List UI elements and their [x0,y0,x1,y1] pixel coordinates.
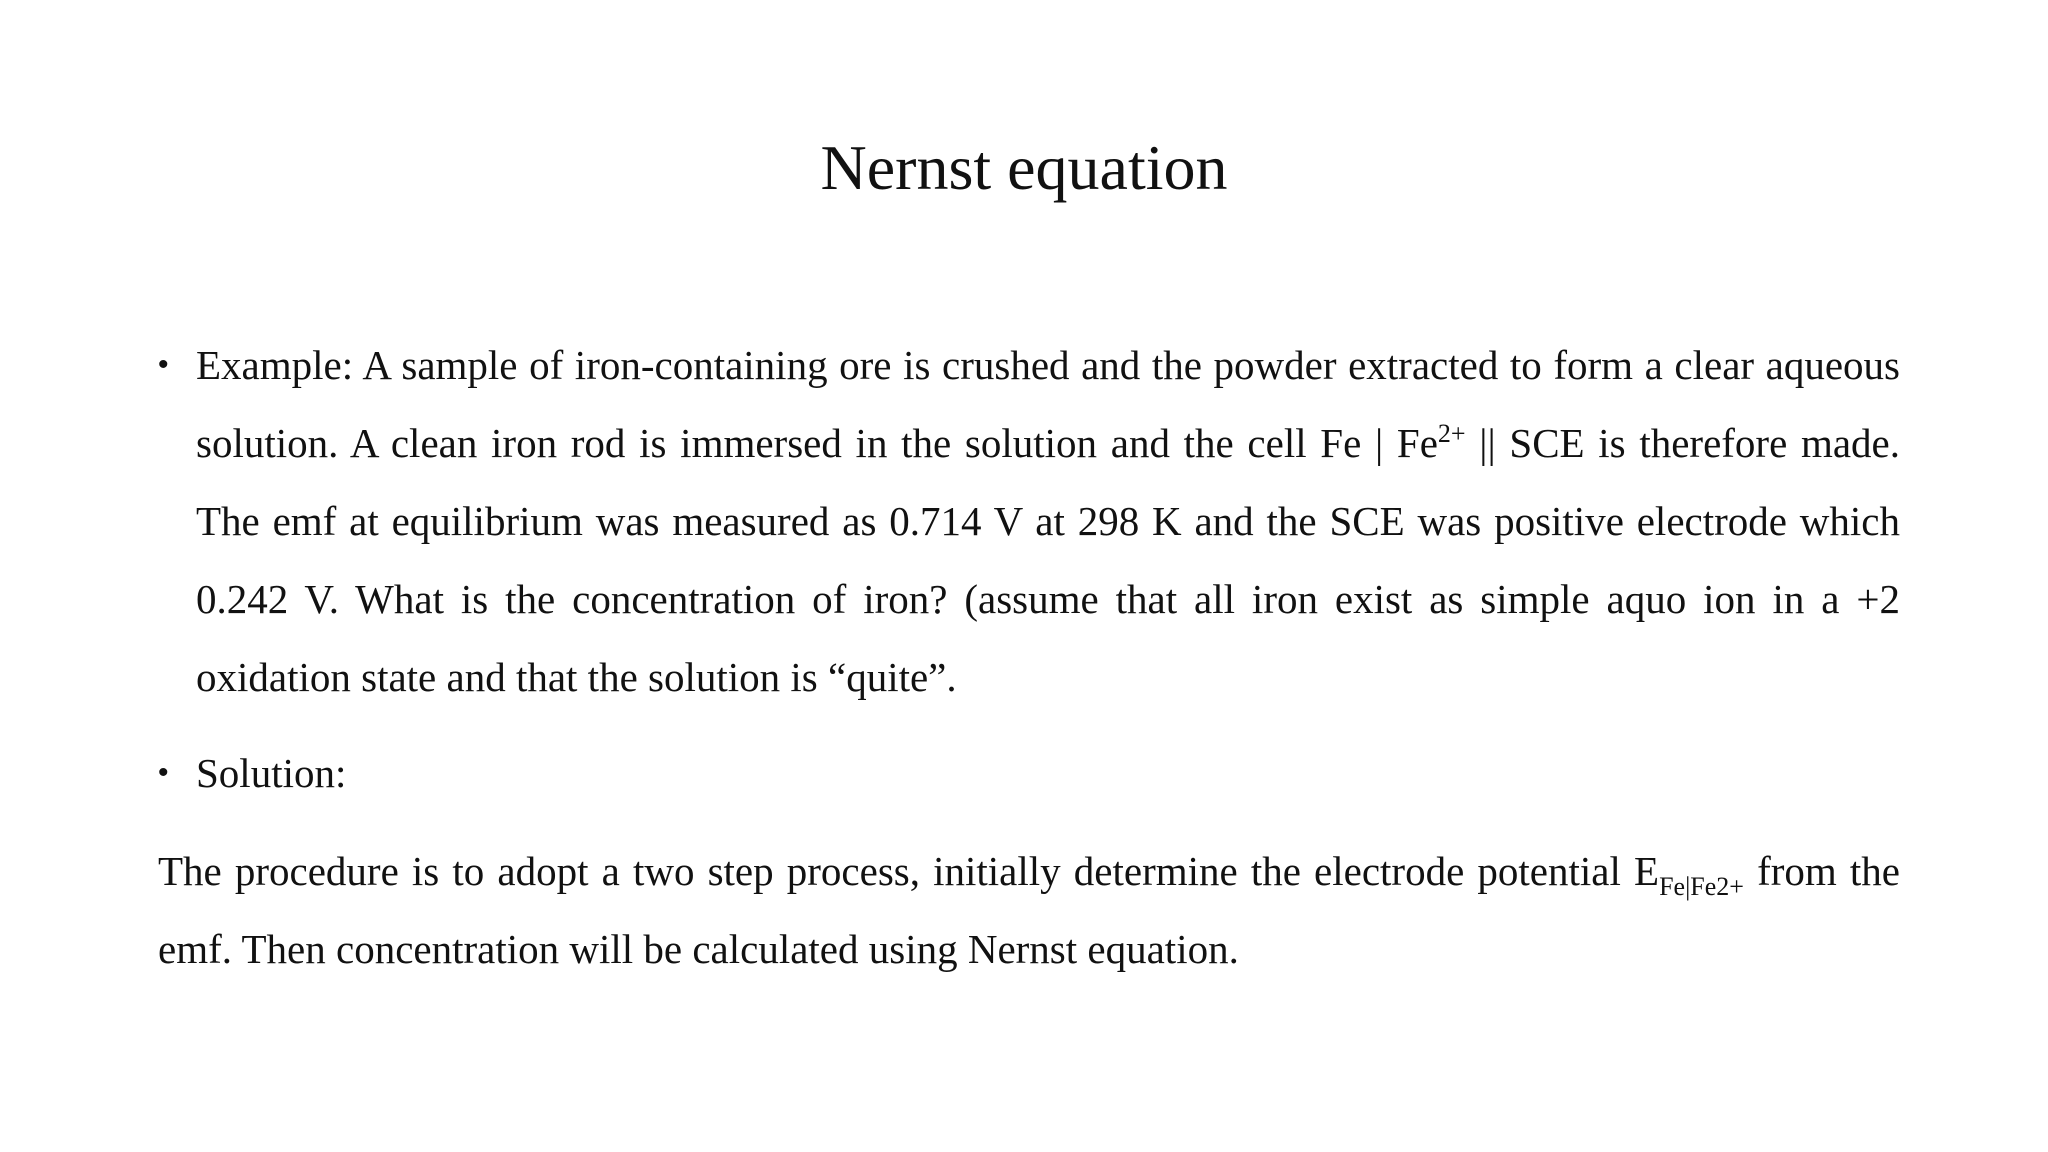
procedure-text-part2: from the emf. Then concentration will be calculated using Nernst equation. [158,848,1900,972]
slide-title: Nernst equation [820,132,1228,203]
bullet-icon: • [158,756,169,789]
bullet-example [158,326,1900,716]
solution-label: Solution: [196,750,347,796]
iron-ion-charge-superscript: 2+ [1437,419,1466,448]
slide-content [158,326,1900,834]
example-text-part2: || SCE is therefore made. The emf at equilibrium was measured as 0.714 V at 298 K and the SCE was positive electrode which 0.242 V. What is the concentration of iron? (assume that all iron exist as simple aquo ion in a +2 oxidation state and that the solution is “quite”. [196,420,1900,700]
example-text-part1: Example: A sample of iron-containing ore is crushed and the powder extracted to form a clear aqueous solution. A clean iron rod is immersed in the solution and the cell Fe | Fe [196,342,1900,466]
bullet-icon: • [158,348,169,381]
electrode-potential-subscript: Fe|Fe2+ [1659,872,1744,901]
procedure-paragraph [158,832,1900,988]
procedure-text-part1: The procedure is to adopt a two step process, initially determine the electrode potential E [158,848,1660,894]
bullet-solution [158,734,1900,812]
procedure-block [158,832,1900,988]
